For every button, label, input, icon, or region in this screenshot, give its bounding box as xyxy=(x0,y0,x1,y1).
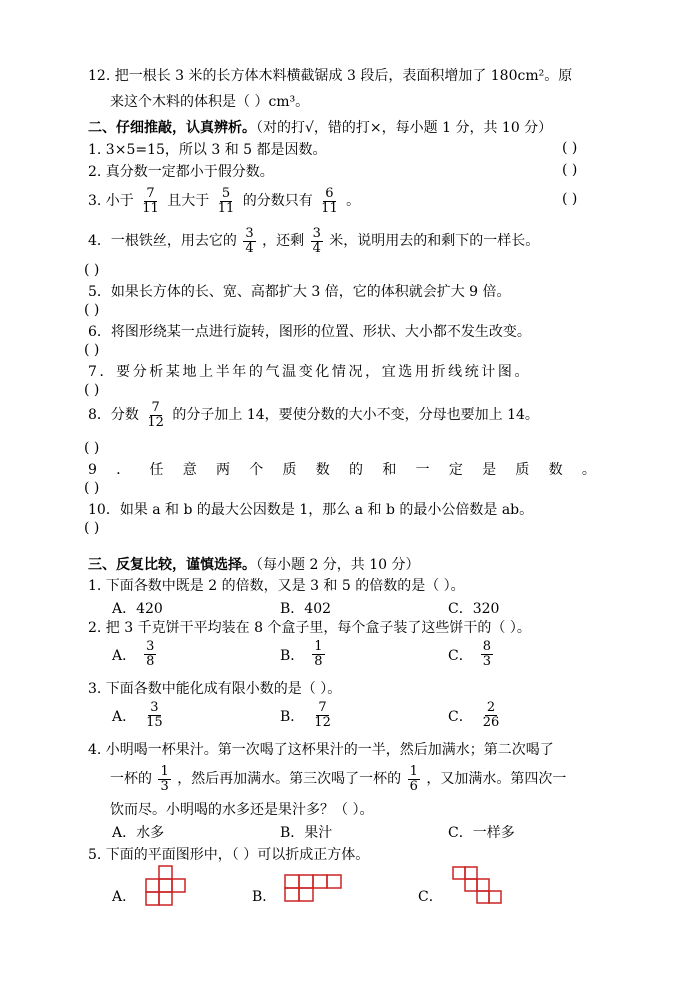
option-label: A． xyxy=(112,889,137,905)
q12-line2: 来这个木料的体积是（ ）cm³。 xyxy=(110,94,310,110)
fraction xyxy=(311,227,323,256)
option-label: C． xyxy=(418,889,443,905)
option-label: C．320 xyxy=(448,601,500,617)
q9-char: 质 xyxy=(515,462,530,478)
s3-q1-option-b[interactable] xyxy=(280,598,331,618)
frac-den: 8 xyxy=(146,654,155,669)
s2-q8-answer-paren[interactable]: ( ) xyxy=(84,440,100,456)
frac-den: 12 xyxy=(314,715,331,730)
frac-den: 12 xyxy=(147,414,164,430)
s2-q1: 1. 3×5=15，所以 3 和 5 都是因数。 xyxy=(88,142,327,158)
option-label: A．水多 xyxy=(112,825,165,841)
option-label: B．果汁 xyxy=(280,825,333,841)
s3-q4-text-a: 一杯的 xyxy=(110,771,152,787)
option-label: A．420 xyxy=(112,601,163,617)
option-label: C．一样多 xyxy=(448,825,515,841)
frac-den: 15 xyxy=(146,715,163,730)
q9-char: 数 xyxy=(315,462,330,478)
frac-num: 3 xyxy=(150,700,159,715)
option-label: C． xyxy=(448,647,473,664)
fraction xyxy=(481,640,493,669)
frac-den: 8 xyxy=(314,654,323,669)
fraction xyxy=(243,227,255,256)
s3-q3-option-c[interactable] xyxy=(448,701,503,730)
option-label: A． xyxy=(112,708,137,725)
s2-q8 xyxy=(88,400,539,430)
frac-num: 3 xyxy=(146,639,155,654)
section3-note: （每小题 2 分，共 10 分） xyxy=(256,557,420,573)
q9-char: 意 xyxy=(182,462,197,478)
section3-heading xyxy=(88,555,420,575)
cube-net-a xyxy=(145,865,187,909)
frac-num: 7 xyxy=(146,185,155,201)
q9-char: ． xyxy=(116,462,131,478)
frac-num: 3 xyxy=(245,225,254,241)
cube-net-c xyxy=(452,866,502,908)
cube-net-b-figure xyxy=(284,874,342,904)
s2-q8-text-a: 8．分数 xyxy=(88,407,139,423)
s3-q3-option-a[interactable] xyxy=(112,701,167,730)
s2-q10-answer-paren[interactable]: ( ) xyxy=(84,520,100,536)
fraction xyxy=(312,640,324,669)
q9-char: 。 xyxy=(581,462,596,478)
s2-q4-text-c: 米，说明用去的和剩下的一样长。 xyxy=(329,233,540,249)
frac-num: 8 xyxy=(482,639,491,654)
s3-q4-option-b[interactable] xyxy=(280,822,332,842)
fraction xyxy=(216,187,237,216)
s3-q3-stem: 3. 下面各数中能化成有限小数的是（ ）。 xyxy=(88,681,342,697)
s3-q4-line3: 饮而尽。小明喝的水多还是果汁多？（ ）。 xyxy=(110,802,374,818)
s3-q1-stem: 1. 下面各数中既是 2 的倍数，又是 3 和 5 的倍数的是（ ）。 xyxy=(88,578,465,594)
q9-char: 两 xyxy=(215,462,230,478)
cube-net-b xyxy=(284,874,342,904)
q9-char: 数 xyxy=(548,462,563,478)
s3-q2-option-c[interactable] xyxy=(448,640,495,669)
frac-den: 3 xyxy=(160,778,169,794)
frac-num: 1 xyxy=(160,763,169,779)
option-label: B． xyxy=(280,647,305,664)
s2-q9 xyxy=(88,460,596,480)
s2-q7: 7．要分析某地上半年的气温变化情况，宜选用折线统计图。 xyxy=(88,364,532,380)
s2-q3-text-d: 。 xyxy=(346,193,361,209)
fraction xyxy=(145,401,166,430)
frac-den: 11 xyxy=(217,200,235,216)
s2-q2: 2. 真分数一定都小于假分数。 xyxy=(88,164,274,180)
frac-den: 4 xyxy=(312,240,321,256)
s2-q6-answer-paren[interactable]: ( ) xyxy=(84,342,100,358)
frac-num: 7 xyxy=(318,700,327,715)
fraction xyxy=(140,187,161,216)
s2-q1-answer-paren[interactable]: ( ) xyxy=(562,140,578,156)
frac-num: 3 xyxy=(312,225,321,241)
s2-q4-text-a: 4．一根铁丝，用去它的 xyxy=(88,233,237,249)
fraction xyxy=(144,640,156,669)
frac-num: 1 xyxy=(409,763,418,779)
s3-q1-option-c[interactable] xyxy=(448,598,499,618)
s3-q4-line2 xyxy=(110,764,566,794)
q9-char: 任 xyxy=(149,462,164,478)
s3-q5-stem: 5. 下面的平面图形中，（ ）可以折成正方体。 xyxy=(88,847,370,863)
s3-q4-option-a[interactable] xyxy=(112,822,164,842)
fraction xyxy=(408,765,420,794)
s2-q9-answer-paren[interactable]: ( ) xyxy=(84,480,100,496)
s2-q3-text-b: 且大于 xyxy=(167,193,210,209)
s2-q3-text-c: 的分数只有 xyxy=(242,193,313,209)
s2-q6: 6．将图形绕某一点进行旋转，图形的位置、形状、大小都不发生改变。 xyxy=(88,324,531,340)
section3-title: 三、反复比较，谨慎选择。 xyxy=(88,557,256,573)
s3-q2-option-a[interactable] xyxy=(112,640,158,669)
fraction xyxy=(319,187,340,216)
frac-den: 11 xyxy=(142,200,159,216)
option-label: C． xyxy=(448,708,473,725)
q9-char: 的 xyxy=(349,462,364,478)
q9-char: 定 xyxy=(448,462,463,478)
s2-q4-answer-paren[interactable]: ( ) xyxy=(84,262,100,278)
frac-den: 6 xyxy=(409,778,418,794)
q9-char: 是 xyxy=(482,462,497,478)
cube-net-c-figure xyxy=(452,866,502,908)
section2-heading xyxy=(88,118,552,138)
q9-char: 和 xyxy=(382,462,397,478)
q9-char: 个 xyxy=(249,462,264,478)
s2-q4-text-b: ，还剩 xyxy=(262,233,305,249)
q9-char: 9 xyxy=(88,462,97,478)
fraction xyxy=(481,701,502,730)
frac-den: 4 xyxy=(245,240,254,256)
frac-num: 5 xyxy=(221,185,231,201)
s2-q7-answer-paren[interactable]: ( ) xyxy=(84,382,100,398)
s2-q3-answer-paren[interactable]: ( ) xyxy=(562,191,578,207)
cube-net-a-figure xyxy=(145,865,187,909)
s2-q5-answer-paren[interactable]: ( ) xyxy=(84,302,100,318)
frac-num: 1 xyxy=(314,639,323,654)
s2-q8-text-b: 的分子加上 14，要使分数的大小不变，分母也要加上 14。 xyxy=(172,407,539,423)
s3-q5-option-a[interactable] xyxy=(112,886,136,906)
s3-q2-stem: 2. 把 3 千克饼干平均装在 8 个盒子里，每个盒子装了这些饼干的（ ）。 xyxy=(88,620,531,636)
s3-q1-option-a[interactable] xyxy=(112,598,163,618)
s2-q5: 5．如果长方体的长、宽、高都扩大 3 倍，它的体积就会扩大 9 倍。 xyxy=(88,284,511,300)
frac-num: 2 xyxy=(486,700,496,715)
frac-den: 11 xyxy=(321,200,338,216)
option-label: B． xyxy=(280,708,305,725)
s2-q3-text-a: 3. 小于 xyxy=(88,193,134,209)
s2-q3 xyxy=(88,186,360,216)
frac-num: 6 xyxy=(325,185,334,201)
q9-char: 质 xyxy=(282,462,297,478)
q12-line1: 12. 把一根长 3 米的长方体木料横截锯成 3 段后，表面积增加了 180cm²。原 xyxy=(88,68,573,84)
fraction xyxy=(312,701,333,730)
s3-q4-line1: 4. 小明喝一杯果汁。第一次喝了这杯果汁的一半，然后加满水；第二次喝了 xyxy=(88,742,554,758)
s3-q5-option-b[interactable] xyxy=(252,886,276,906)
option-label: B． xyxy=(252,889,277,905)
frac-den: 26 xyxy=(482,715,500,730)
frac-den: 3 xyxy=(482,654,491,669)
s3-q4-text-b: ，然后再加满水。第三次喝了一杯的 xyxy=(177,771,402,787)
s3-q4-option-c[interactable] xyxy=(448,822,515,842)
s3-q3-option-b[interactable] xyxy=(280,701,335,730)
s2-q4 xyxy=(88,226,539,256)
section2-title: 二、仔细推敲，认真辨析。 xyxy=(88,120,256,136)
section2-note: （对的打√，错的打×，每小题 1 分，共 10 分） xyxy=(256,120,553,136)
s3-q2-option-b[interactable] xyxy=(280,640,327,669)
fraction xyxy=(144,701,165,730)
s3-q5-option-c[interactable] xyxy=(418,886,443,906)
option-label: A． xyxy=(112,647,137,664)
s2-q2-answer-paren[interactable]: ( ) xyxy=(562,162,578,178)
s3-q4-text-c: ，又加满水。第四次一 xyxy=(426,771,567,787)
q9-char: 一 xyxy=(415,462,430,478)
frac-num: 7 xyxy=(151,399,160,415)
fraction xyxy=(158,765,170,794)
s2-q10: 10．如果 a 和 b 的最大公因数是 1，那么 a 和 b 的最小公倍数是 ab。 xyxy=(88,502,534,518)
option-label: B．402 xyxy=(280,601,332,617)
